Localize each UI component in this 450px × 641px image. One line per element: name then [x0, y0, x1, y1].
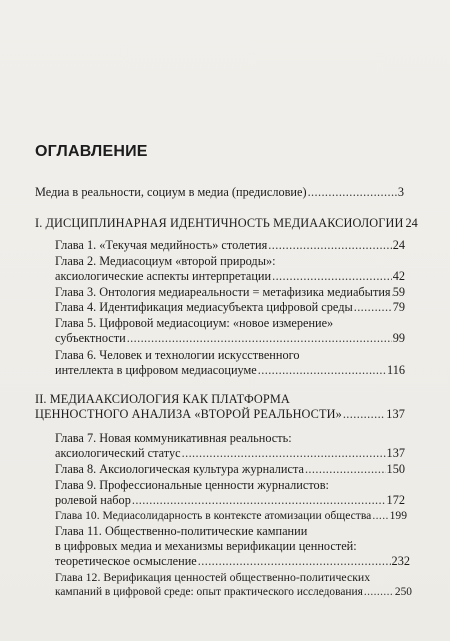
chapter-title: Глава 8. Аксиологическая культура журналиста	[55, 462, 304, 476]
toc-chapter-2[interactable]	[55, 269, 405, 283]
dot-leader	[308, 185, 397, 199]
chapter-page: 42	[392, 269, 405, 283]
chapter-page: 79	[392, 300, 405, 314]
chapter-page: 24	[392, 238, 405, 252]
toc-chapter-5[interactable]	[55, 331, 405, 345]
chapter-page: 172	[386, 493, 405, 507]
entry-title: Медиа в реальности, социум в медиа (предисловие)	[35, 185, 307, 199]
part-title: ЦЕННОСТНОГО АНАЛИЗА «ВТОРОЙ РЕАЛЬНОСТИ»	[35, 407, 342, 421]
toc-chapter-6[interactable]	[55, 363, 405, 377]
chapter-title: аксиологический статус	[55, 446, 181, 460]
dot-leader	[198, 554, 391, 568]
chapter-title: Глава 1. «Текучая медийность» столетия	[55, 238, 268, 252]
part-page: 137	[386, 407, 405, 421]
toc-chapter-11-line2: в цифровых медиа и механизмы верификации ценностей:	[55, 539, 357, 553]
chapter-page: 150	[386, 462, 405, 476]
dot-leader	[372, 509, 388, 523]
dot-leader	[364, 585, 394, 599]
dot-leader	[132, 493, 386, 507]
chapter-page: 232	[391, 554, 410, 568]
chapter-page: 250	[394, 586, 412, 598]
toc-chapter-11[interactable]	[55, 554, 410, 568]
chapter-page: 59	[392, 285, 405, 299]
chapter-page: 199	[389, 509, 407, 522]
dot-leader	[268, 238, 391, 252]
chapter-title: Глава 3. Онтология медиареальности = метафизика медиабытия	[55, 285, 391, 299]
toc-chapter-2-line1: Глава 2. Медиасоциум «второй природы»:	[55, 254, 276, 268]
dot-leader	[127, 331, 392, 345]
entry-page: 3	[397, 185, 404, 199]
toc-chapter-1[interactable]	[55, 238, 405, 252]
dot-leader	[182, 446, 386, 460]
chapter-page: 116	[387, 363, 405, 377]
chapter-page: 99	[392, 331, 405, 345]
toc-chapter-11-line1: Глава 11. Общественно-политические кампании	[55, 524, 308, 538]
dot-leader	[272, 269, 392, 283]
toc-chapter-9[interactable]	[55, 493, 405, 507]
part-title: I. ДИСЦИПЛИНАРНАЯ ИДЕНТИЧНОСТЬ МЕДИААКСИОЛОГИИ	[35, 216, 404, 230]
chapter-title: субъектности	[55, 331, 126, 345]
toc-part-2-line1: II. МЕДИААКСИОЛОГИЯ КАК ПЛАТФОРМА	[35, 392, 290, 406]
toc-chapter-4[interactable]	[55, 300, 405, 314]
toc-chapter-7[interactable]	[55, 446, 405, 460]
toc-chapter-10[interactable]	[55, 509, 407, 523]
chapter-page: 137	[386, 446, 405, 460]
chapter-title: интеллекта в цифровом медиасоциуме	[55, 363, 257, 377]
chapter-title: Глава 4. Идентификация медиасубъекта цифровой среды	[55, 300, 353, 314]
toc-part-1[interactable]	[35, 216, 418, 230]
toc-chapter-3[interactable]	[55, 285, 405, 299]
toc-chapter-8[interactable]	[55, 462, 405, 476]
toc-chapter-9-line1: Глава 9. Профессиональные ценности журналистов:	[55, 478, 329, 492]
part-page: 24	[405, 216, 418, 230]
toc-chapter-5-line1: Глава 5. Цифровой медиасоциум: «новое измерение»	[55, 316, 334, 330]
dot-leader	[343, 407, 385, 421]
chapter-title: ролевой набор	[55, 493, 131, 507]
toc-chapter-7-line1: Глава 7. Новая коммуникативная реальность:	[55, 431, 292, 445]
toc-chapter-12-line1: Глава 12. Верификация ценностей общественно-политических	[55, 570, 371, 584]
toc-chapter-12[interactable]	[55, 585, 412, 599]
dot-leader	[354, 300, 392, 314]
chapter-title: Глава 10. Медиасолидарность в контексте атомизации общества	[55, 509, 372, 522]
toc-chapter-6-line1: Глава 6. Человек и технологии искусственного	[55, 348, 300, 362]
dot-leader	[258, 363, 386, 377]
toc-part-2[interactable]	[35, 407, 405, 421]
toc-entry-preface[interactable]	[35, 185, 404, 199]
chapter-title: аксиологические аспекты интерпретации	[55, 269, 272, 283]
toc-heading: ОГЛАВЛЕНИЕ	[35, 143, 148, 160]
dot-leader	[305, 462, 386, 476]
chapter-title: кампаний в цифровой среде: опыт практического исследования	[55, 586, 363, 598]
chapter-title: теоретическое осмысление	[55, 554, 197, 568]
